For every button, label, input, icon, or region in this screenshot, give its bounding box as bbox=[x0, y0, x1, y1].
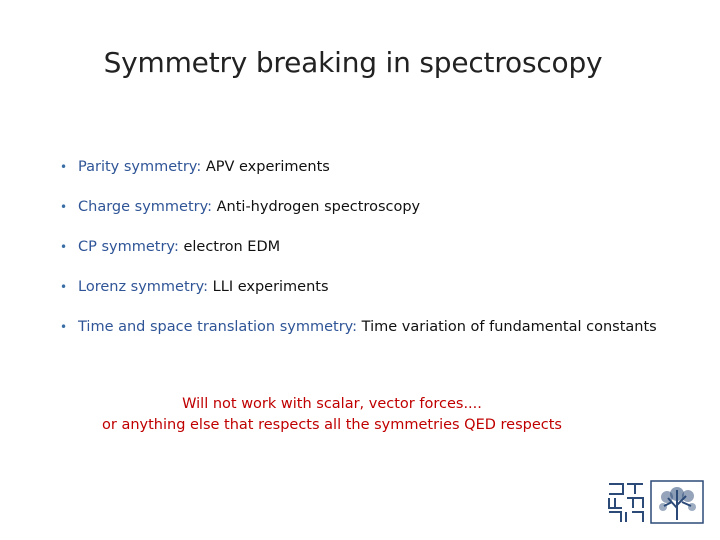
bullet-text: electron EDM bbox=[178, 239, 281, 255]
bullet-item bbox=[60, 236, 710, 276]
bullet-text: LLI experiments bbox=[208, 279, 329, 295]
hebrew-wordmark-icon bbox=[606, 480, 646, 524]
note-line-1: Will not work with scalar, vector forces.... bbox=[182, 396, 482, 412]
bullet-keyword: CP symmetry: bbox=[78, 239, 179, 255]
bullet-item bbox=[60, 156, 710, 196]
weizmann-institute-logo-icon bbox=[606, 480, 706, 524]
bullet-dot-icon: • bbox=[60, 160, 68, 174]
bullet-dot-icon: • bbox=[60, 320, 68, 334]
slide-title: Symmetry breaking in spectroscopy bbox=[103, 46, 603, 79]
bullet-dot-icon: • bbox=[60, 240, 68, 254]
bullet-list bbox=[60, 156, 710, 356]
bullet-dot-icon: • bbox=[60, 280, 68, 294]
bullet-item bbox=[60, 276, 710, 316]
bullet-item bbox=[60, 196, 710, 236]
note-line-2: or anything else that respects all the symmetries QED respects bbox=[102, 417, 562, 433]
tree-emblem-icon bbox=[650, 480, 704, 524]
red-note bbox=[0, 394, 664, 436]
bullet-item bbox=[60, 316, 710, 356]
bullet-keyword: Lorenz symmetry: bbox=[78, 279, 209, 295]
bullet-text: Time variation of fundamental constants bbox=[357, 319, 657, 335]
bullet-text: Anti-hydrogen spectroscopy bbox=[212, 199, 421, 215]
bullet-keyword: Parity symmetry: bbox=[78, 159, 202, 175]
bullet-dot-icon: • bbox=[60, 200, 68, 214]
bullet-keyword: Charge symmetry: bbox=[78, 199, 213, 215]
bullet-text: APV experiments bbox=[201, 159, 330, 175]
bullet-keyword: Time and space translation symmetry: bbox=[78, 319, 358, 335]
